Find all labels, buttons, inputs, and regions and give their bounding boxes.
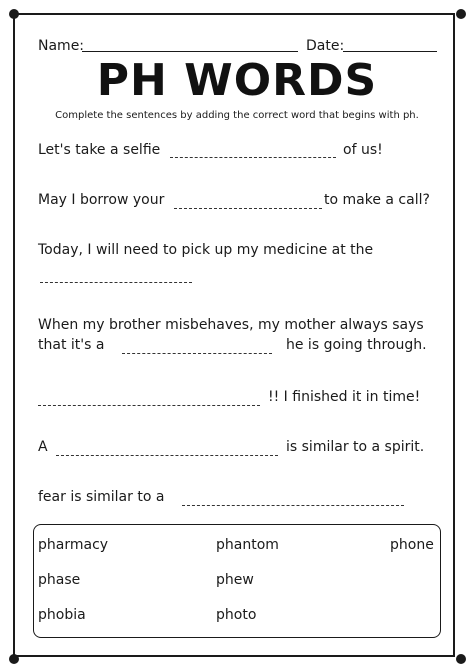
sentence-6-after: is similar to a spirit.: [286, 439, 425, 455]
word-bank-item: phase: [38, 572, 81, 588]
sentence-7-before: fear is similar to a: [38, 489, 165, 505]
sentence-6-blank[interactable]: [56, 455, 278, 456]
word-bank-item: pharmacy: [38, 537, 109, 553]
sentence-3-before: Today, I will need to pick up my medicine at the: [38, 242, 374, 258]
sentence-1-blank[interactable]: [170, 157, 336, 158]
sentence-2-blank[interactable]: [174, 208, 322, 209]
sentence-1-before: Let's take a selfie: [38, 142, 161, 158]
corner-dot: [9, 9, 19, 19]
sentence-2-before: May I borrow your: [38, 192, 165, 208]
sentence-5-after: !! I finished it in time!: [268, 389, 421, 405]
sentence-4-after: he is going through.: [286, 337, 427, 353]
instructions: Complete the sentences by adding the correct word that begins with ph.: [55, 110, 419, 121]
corner-dot: [456, 654, 466, 664]
word-bank-item: photo: [216, 607, 257, 623]
name-label: Name:: [38, 38, 85, 54]
sentence-2-after: to make a call?: [324, 192, 430, 208]
page-title: PH WORDS: [96, 55, 378, 106]
name-field[interactable]: [82, 51, 298, 52]
word-bank-item: phone: [390, 537, 434, 553]
word-bank-item: phantom: [216, 537, 279, 553]
corner-dot: [456, 9, 466, 19]
word-bank-item: phobia: [38, 607, 86, 623]
sentence-1-after: of us!: [343, 142, 383, 158]
sentence-4-line2-before: that it's a: [38, 337, 105, 353]
date-field[interactable]: [343, 51, 437, 52]
sentence-4-before: When my brother misbehaves, my mother always says: [38, 317, 424, 333]
sentence-3-blank[interactable]: [40, 282, 192, 283]
sentence-5-blank[interactable]: [38, 405, 260, 406]
date-label: Date:: [306, 38, 345, 54]
sentence-4-blank[interactable]: [122, 353, 272, 354]
word-bank-item: phew: [216, 572, 254, 588]
corner-dot: [9, 654, 19, 664]
sentence-7-blank[interactable]: [182, 505, 404, 506]
sentence-6-before: A: [38, 439, 48, 455]
